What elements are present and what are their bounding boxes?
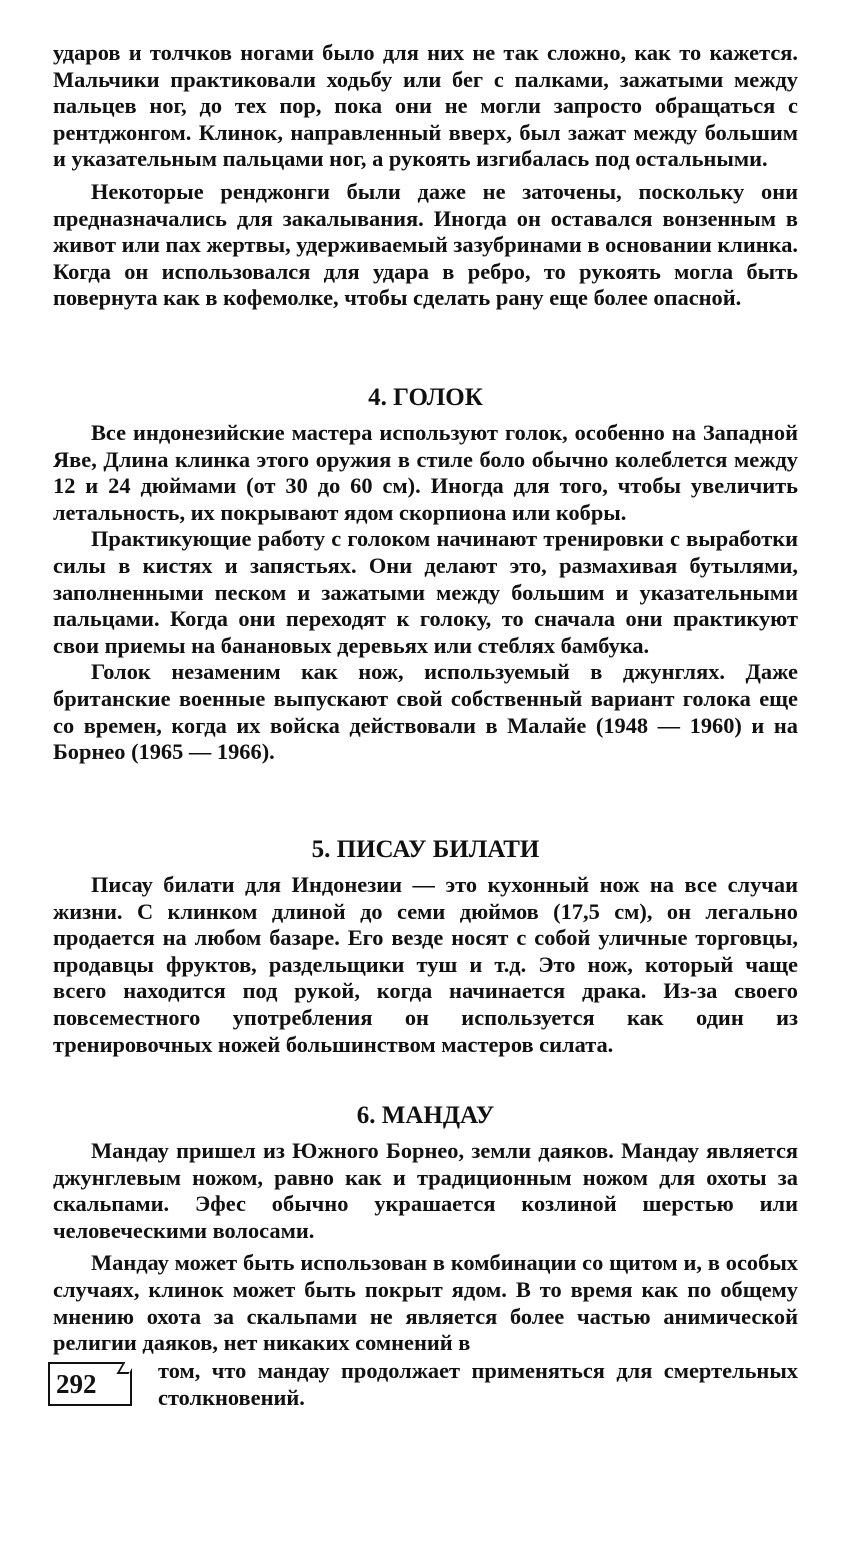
section-heading-pisau-bilati: 5. ПИСАУ БИЛАТИ: [311, 836, 540, 863]
paragraph: Голок незаменим как нож, используемый в джунглях. Даже британские военные выпускают свой собственный вариант голока еще со времен, когда их войска действовали в Малайе (1948 — 1960) и на Борнео (1965 — 1966).: [53, 659, 798, 765]
text-block-rentjong: [53, 40, 798, 312]
paragraph: Писау билати для Индонезии — это кухонный нож на все случаи жизни. С клинком длиной до семи дюймов (17,5 см), он легально продается на любом базаре. Его везде носят с собой уличные торговцы, продавцы фруктов, раздельщики туш и т.д. Это нож, который чаще всего находится под рукой, когда начинается драка. Из-за своего повсеместного употребления он используется как один из тренировочных ножей большинством мастеров силата.: [53, 872, 798, 1057]
paragraph: Мандау пришел из Южного Борнео, земли даяков. Мандау является джунглевым ножом, равно как и традиционным ножом для охоты за скальпами. Эфес обычно украшается козлиной шерстью или человеческими волосами.: [53, 1138, 798, 1243]
paragraph: Некоторые ренджонги были даже не заточены, поскольку они предназначались для закалывания. Иногда он оставался вонзенным в живот или пах жертвы, удерживаемый зазубринами в основании клинка. Когда он использовался для удара в ребро, то рукоять могла быть повернута как в кофемолке, чтобы сделать рану еще более опасной.: [53, 178, 798, 311]
text-block-golok: [53, 420, 798, 766]
paragraph: Все индонезийские мастера используют голок, особенно на Западной Яве, Длина клинка этого оружия в стиле боло обычно колеблется между 12 и 24 дюймами (от 30 до 60 см). Иногда для того, чтобы увеличить летальность, их покрывают ядом скорпиона или кобры.: [53, 420, 798, 525]
text-block-pisau-bilati: [53, 872, 798, 1058]
paragraph-end: том, что мандау продолжает применяться для смертельных столкновений.: [158, 1358, 798, 1410]
text-block-mandau: [53, 1138, 798, 1357]
paragraph: Практикующие работу с голоком начинают тренировки с выработки силы в кистях и запястьях. Они делают это, размахивая бутылями, заполненными песком и зажатыми между большим и указательными пальцами. Когда они переходят к голоку, то сначала они практикуют свои приемы на банановых деревьях или стеблях бамбука.: [53, 526, 798, 658]
paragraph: Мандау может быть использован в комбинации со щитом и, в особых случаях, клинок может быть покрыт ядом. В то время как по общему мнению охота за скальпами не является более частью анимической религии даяков, нет никаких сомнений в: [53, 1250, 798, 1356]
paragraph: ударов и толчков ногами было для них не так сложно, как то кажется. Мальчики практиковали ходьбу или бег с палками, зажатыми между пальцев ног, до тех пор, пока они не могли запросто обращаться с рентджонгом. Клинок, направленный вверх, был зажат между большим и указательным пальцами ног, а рукоять изгибалась под остальными.: [53, 40, 798, 172]
section-heading-mandau: 6. МАНДАУ: [356, 1102, 495, 1129]
page-number: 292: [48, 1362, 132, 1406]
section-heading-golok: 4. ГОЛОК: [368, 384, 483, 411]
